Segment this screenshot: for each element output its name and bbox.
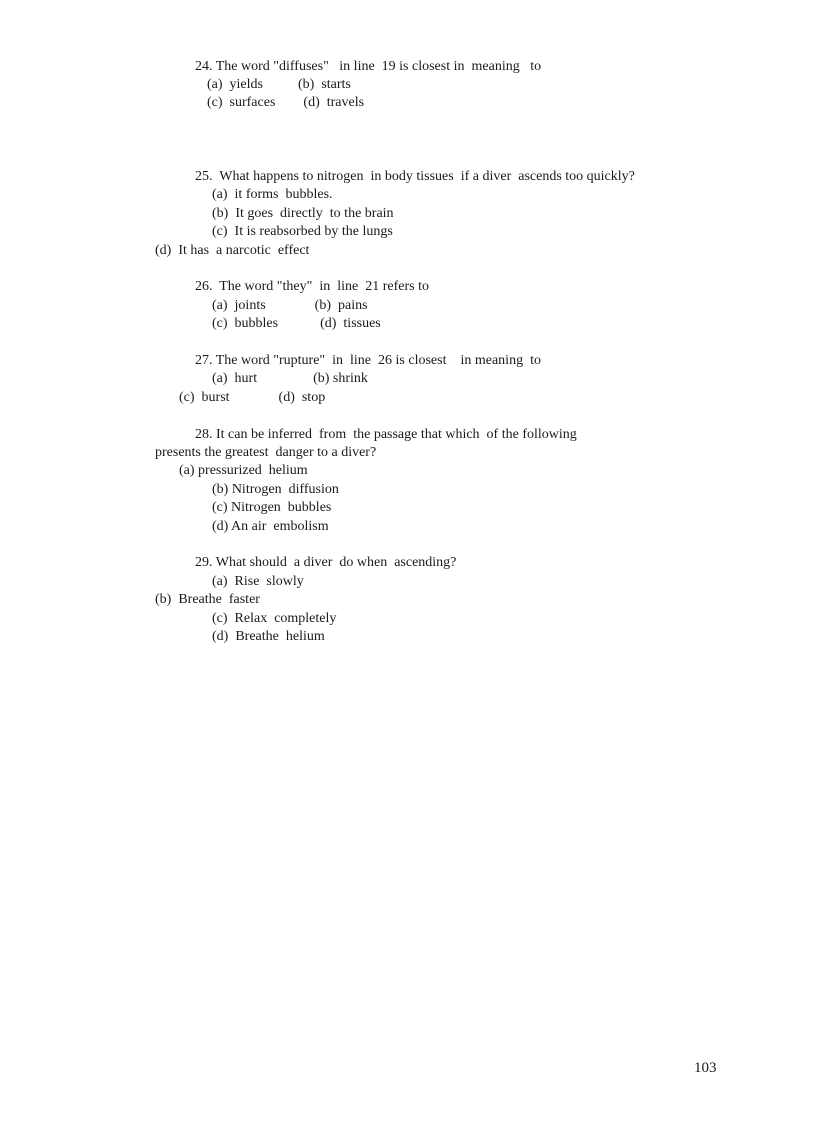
question-24-stem: 24. The word "diffuses" in line 19 is closest in meaning to <box>195 59 542 74</box>
question-28-option-b: (b) Nitrogen diffusion <box>212 482 339 497</box>
question-29-stem: 29. What should a diver do when ascending? <box>195 555 457 570</box>
question-25-option-a: (a) it forms bubbles. <box>212 187 333 202</box>
question-26-options-ab: (a) joints (b) pains <box>212 298 368 313</box>
question-24-options-ab: (a) yields (b) starts <box>207 77 351 92</box>
question-26-stem: 26. The word "they" in line 21 refers to <box>195 279 429 294</box>
question-28-option-a: (a) pressurized helium <box>179 463 308 478</box>
page-number: 103 <box>694 1060 717 1076</box>
question-27-options-ab: (a) hurt (b) shrink <box>212 371 368 386</box>
question-25-option-b: (b) It goes directly to the brain <box>212 206 394 221</box>
question-29-option-c: (c) Relax completely <box>212 611 337 626</box>
question-25-stem: 25. What happens to nitrogen in body tissues if a diver ascends too quickly? <box>195 169 635 184</box>
question-25-option-d: (d) It has a narcotic effect <box>155 243 310 258</box>
question-25-option-c: (c) It is reabsorbed by the lungs <box>212 224 393 239</box>
question-28-stem-line-1: 28. It can be inferred from the passage that which of the following <box>195 427 577 442</box>
question-27-options-cd: (c) burst (d) stop <box>179 390 326 405</box>
question-26-options-cd: (c) bubbles (d) tissues <box>212 316 381 331</box>
question-27-stem: 27. The word "rupture" in line 26 is closest in meaning to <box>195 353 541 368</box>
question-28-option-c: (c) Nitrogen bubbles <box>212 500 332 515</box>
question-29-option-b: (b) Breathe faster <box>155 592 260 607</box>
question-24-options-cd: (c) surfaces (d) travels <box>207 95 365 110</box>
question-28-option-d: (d) An air embolism <box>212 519 329 534</box>
question-29-option-d: (d) Breathe helium <box>212 629 325 644</box>
question-29-option-a: (a) Rise slowly <box>212 574 304 589</box>
question-28-stem-line-2: presents the greatest danger to a diver? <box>155 445 377 460</box>
